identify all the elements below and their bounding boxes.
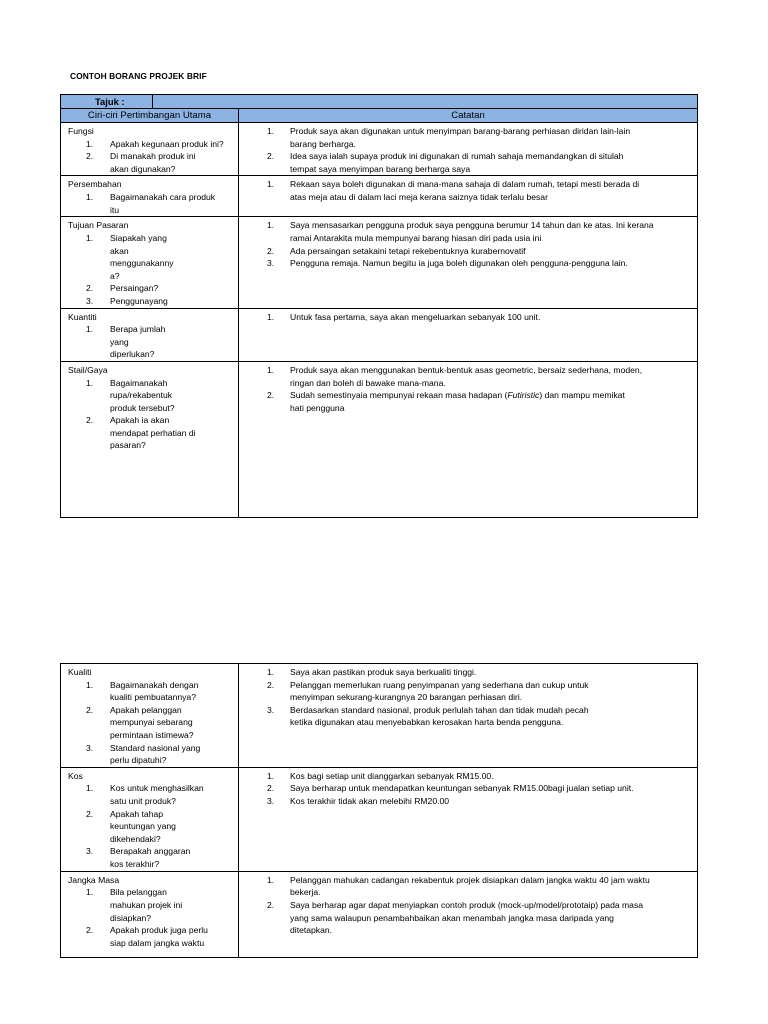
item-text-line: Sudah semestinyaia mempunyai rekaan masa hadapan (Futiristic) dan mampu memikat xyxy=(290,390,625,401)
item-text-line: bekerja. xyxy=(290,887,321,898)
criteria-label: Jangka Masa xyxy=(68,874,120,885)
item-text-line: Ada persaingan setakaini tetapi rekebentuknya kurabernovatif xyxy=(290,245,526,256)
item-text-line: ringan dan boleh di bawake mana-mana. xyxy=(290,377,446,388)
item-text-line: Apakah ia akan xyxy=(110,415,170,426)
notes-list-item xyxy=(245,679,693,704)
item-text-line: diperlukan? xyxy=(110,349,155,360)
criteria-cell xyxy=(61,361,239,517)
item-text-line: disiapkan? xyxy=(110,912,152,923)
notes-list-item xyxy=(245,770,693,783)
criteria-cell xyxy=(61,308,239,361)
item-text-line: Penggunayang xyxy=(110,295,168,306)
item-text-line: siap dalam jangka waktu xyxy=(110,937,205,948)
criteria-cell xyxy=(61,217,239,308)
item-text-line: Berdasarkan standard nasional, produk perlulah tahan dan tidak mudah pecah xyxy=(290,704,589,715)
criteria-cell xyxy=(61,664,239,768)
item-number: 3. xyxy=(267,704,275,715)
criteria-row xyxy=(61,871,698,957)
notes-list-item xyxy=(245,795,693,808)
item-number: 3. xyxy=(86,846,94,857)
item-text-line: Berapakah anggaran xyxy=(110,846,191,857)
item-text-line: Kos untuk menghasilkan xyxy=(110,783,204,794)
criteria-cell xyxy=(61,767,239,871)
item-text-line: keuntungan yang xyxy=(110,821,176,832)
item-number: 1. xyxy=(86,887,94,898)
tajuk-row xyxy=(61,95,698,109)
item-text-line: Kos bagi setiap unit dianggarkan sebanyak RM15.00. xyxy=(290,770,494,781)
item-text-line: akan digunakan? xyxy=(110,163,176,174)
item-number: 2. xyxy=(267,899,275,910)
item-text-line: akan xyxy=(110,245,129,256)
item-number: 1. xyxy=(86,783,94,794)
questions-list xyxy=(68,782,234,870)
questions-list-item xyxy=(68,191,234,216)
notes-list-item xyxy=(245,150,693,175)
item-text-line: mempunyai sebarang xyxy=(110,717,193,728)
item-text-line: Apakah produk juga perlu xyxy=(110,925,208,936)
item-text-line: Saya mensasarkan pengguna produk saya pengguna berumur 14 tahun dan ke atas. Ini kerana xyxy=(290,220,654,231)
questions-list-item xyxy=(68,808,234,846)
questions-list xyxy=(68,323,234,361)
item-text-line: Saya akan pastikan produk saya berkualiti tinggi. xyxy=(290,667,477,677)
notes-list xyxy=(245,770,693,808)
notes-list xyxy=(245,666,693,729)
item-text-line: kualiti pembuatannya? xyxy=(110,692,196,703)
item-text-line: mahukan projek ini xyxy=(110,899,183,910)
questions-list-item xyxy=(68,782,234,807)
questions-list-item xyxy=(68,232,234,282)
criteria-row xyxy=(61,176,698,217)
questions-list-item xyxy=(68,845,234,870)
item-text-line: ketika digunakan atau menyebabkan kerosakan harta benda pengguna. xyxy=(290,717,564,728)
item-number: 1. xyxy=(267,667,275,677)
item-text-line: Apakah kegunaan produk ini? xyxy=(110,138,224,149)
notes-list-item xyxy=(245,704,693,729)
notes-list xyxy=(245,125,693,175)
questions-list-item xyxy=(68,742,234,767)
item-text-line: Standard nasional yang xyxy=(110,742,201,753)
criteria-row xyxy=(61,308,698,361)
item-number: 2. xyxy=(267,245,275,256)
item-text-line: pasaran? xyxy=(110,440,146,451)
notes-cell xyxy=(239,308,698,361)
brief-table-2 xyxy=(60,663,698,958)
questions-list-item xyxy=(68,295,234,308)
item-text-line: kos terakhir? xyxy=(110,858,160,869)
item-number: 1. xyxy=(267,770,275,781)
item-number: 1. xyxy=(86,191,94,202)
item-text-line: Saya berharap untuk mendapatkan keuntungan sebanyak RM15.00bagi jualan setiap unit. xyxy=(290,783,634,794)
notes-list xyxy=(245,178,693,203)
item-text-line: permintaan istimewa? xyxy=(110,729,194,740)
column-header-notes: Catatan xyxy=(239,109,698,123)
item-number: 3. xyxy=(86,295,94,306)
notes-list-item xyxy=(245,257,693,270)
item-text-line: Saya berharap agar dapat menyiapkan contoh produk (mock-up/model/prototaip) pada masa xyxy=(290,899,644,910)
item-text-line: mendapat perhatian di xyxy=(110,427,196,438)
item-text-line: Produk saya akan digunakan untuk menyimpan barang-barang perhiasan diridan lain-lain xyxy=(290,126,631,136)
item-text-line: a? xyxy=(110,270,120,281)
questions-list-item xyxy=(68,150,234,175)
questions-list-item xyxy=(68,323,234,361)
criteria-label: Persembahan xyxy=(68,179,122,190)
item-number: 2. xyxy=(267,390,275,401)
notes-list-item xyxy=(245,899,693,937)
item-text-line: itu xyxy=(110,204,120,215)
item-text-line: Bagaimanakah xyxy=(110,377,168,388)
item-text-line: menggunakanny xyxy=(110,258,174,269)
tajuk-label: Tajuk : xyxy=(95,96,125,107)
criteria-row xyxy=(61,217,698,308)
item-text-line: tempat saya menyimpan barang berharga saya xyxy=(290,163,471,174)
item-number: 1. xyxy=(267,364,275,375)
notes-cell xyxy=(239,176,698,217)
notes-cell xyxy=(239,123,698,176)
notes-list-item xyxy=(245,178,693,203)
item-text-line: Siapakah yang xyxy=(110,232,167,243)
item-text-line: hati pengguna xyxy=(290,402,345,413)
item-number: 2. xyxy=(86,151,94,162)
questions-list-item xyxy=(68,377,234,415)
criteria-label: Fungsi xyxy=(68,126,94,136)
item-number: 2. xyxy=(86,925,94,936)
item-text-line: Kos terakhir tidak akan melebihi RM20.00 xyxy=(290,795,450,806)
questions-list-item xyxy=(68,138,234,151)
questions-list xyxy=(68,886,234,949)
criteria-label: Kualiti xyxy=(68,667,92,677)
criteria-cell xyxy=(61,123,239,176)
notes-list-item xyxy=(245,782,693,795)
questions-list xyxy=(68,232,234,308)
notes-list-item xyxy=(245,245,693,258)
criteria-cell xyxy=(61,871,239,957)
item-text-line: barang berharga. xyxy=(290,138,356,149)
item-number: 1. xyxy=(267,126,275,136)
item-number: 1. xyxy=(86,232,94,243)
notes-cell xyxy=(239,664,698,768)
item-number: 2. xyxy=(86,283,94,294)
item-number: 2. xyxy=(267,679,275,690)
item-text-line: Apakah tahap xyxy=(110,808,164,819)
item-text-line: Bagaimanakah cara produk xyxy=(110,191,216,202)
criteria-label: Tujuan Pasaran xyxy=(68,220,129,231)
item-text-line: Bila pelanggan xyxy=(110,887,167,898)
item-number: 3. xyxy=(267,795,275,806)
notes-cell xyxy=(239,361,698,517)
questions-list xyxy=(68,377,234,453)
item-number: 2. xyxy=(86,415,94,426)
questions-list-item xyxy=(68,704,234,742)
item-number: 1. xyxy=(267,874,275,885)
item-text-line: ditetapkan. xyxy=(290,925,333,936)
notes-cell xyxy=(239,871,698,957)
item-text-line: Pengguna remaja. Namun begitu ia juga boleh digunakan oleh pengguna-pengguna lain. xyxy=(290,258,628,269)
item-text-line: ramai Antarakita mula mempunyai barang hiasan diri pada usia ini xyxy=(290,232,542,243)
item-text-line: menyimpan sekurang-kurangnya 20 barangan perhiasan diri. xyxy=(290,692,523,703)
questions-list xyxy=(68,138,234,176)
criteria-row xyxy=(61,361,698,517)
item-number: 1. xyxy=(86,138,94,149)
item-number: 3. xyxy=(86,742,94,753)
column-header-criteria: Ciri-ciri Pertimbangan Utama xyxy=(61,109,239,123)
item-number: 1. xyxy=(86,324,94,335)
item-number: 1. xyxy=(267,311,275,322)
item-text-line: yang sama walaupun penambahbaikan akan menambah jangka masa daripada yang xyxy=(290,912,614,923)
item-text-line: atas meja atau di dalam laci meja kerana saiznya tidak terlalu besar xyxy=(290,191,548,202)
notes-list xyxy=(245,364,693,414)
item-text-line: Apakah pelanggan xyxy=(110,704,182,715)
item-number: 1. xyxy=(267,220,275,231)
notes-list-item xyxy=(245,666,693,679)
item-text-line: Bagaimanakah dengan xyxy=(110,679,199,690)
column-header-row xyxy=(61,109,698,123)
questions-list xyxy=(68,679,234,767)
questions-list-item xyxy=(68,924,234,949)
notes-list-item xyxy=(245,125,693,150)
notes-list-item xyxy=(245,874,693,899)
criteria-label: Kos xyxy=(68,770,83,781)
item-text-line: dikehendaki? xyxy=(110,833,161,844)
item-number: 2. xyxy=(86,704,94,715)
item-text-line: Produk saya akan menggunakan bentuk-bentuk asas geometric, bersaiz sederhana, moden, xyxy=(290,364,643,375)
questions-list-item xyxy=(68,886,234,924)
notes-list-item xyxy=(245,364,693,389)
questions-list-item xyxy=(68,414,234,452)
questions-list xyxy=(68,191,234,216)
notes-list xyxy=(245,219,693,269)
item-text-line: yang xyxy=(110,336,129,347)
tajuk-field-divider xyxy=(152,94,153,108)
notes-cell xyxy=(239,767,698,871)
item-text-line: Berapa jumlah xyxy=(110,324,166,335)
notes-list-item xyxy=(245,389,693,414)
notes-list-item xyxy=(245,311,693,324)
criteria-label: Stail/Gaya xyxy=(68,364,108,375)
item-text-line: Persaingan? xyxy=(110,283,159,294)
criteria-label: Kuantiti xyxy=(68,311,97,322)
item-text-line: produk tersebut? xyxy=(110,402,175,413)
item-text-line: Idea saya ialah supaya produk ini digunakan di rumah sahaja memandangkan di situlah xyxy=(290,151,624,162)
document-title: CONTOH BORANG PROJEK BRIF xyxy=(70,71,207,81)
criteria-row xyxy=(61,767,698,871)
item-text-line: Di manakah produk ini xyxy=(110,151,196,162)
item-number: 2. xyxy=(267,783,275,794)
item-number: 2. xyxy=(86,808,94,819)
item-text-line: rupa/rekabentuk xyxy=(110,390,173,401)
item-number: 3. xyxy=(267,258,275,269)
item-text-line: satu unit produk? xyxy=(110,795,176,806)
notes-list xyxy=(245,874,693,937)
notes-list-item xyxy=(245,219,693,244)
criteria-row xyxy=(61,123,698,176)
item-text-line: Pelanggan mahukan cadangan rekabentuk projek disiapkan dalam jangka waktu 40 jam waktu xyxy=(290,874,650,885)
item-number: 1. xyxy=(86,679,94,690)
questions-list-item xyxy=(68,679,234,704)
tajuk-cell xyxy=(61,95,698,109)
item-text-line: Pelanggan memerlukan ruang penyimpanan yang sederhana dan cukup untuk xyxy=(290,679,589,690)
item-text-line: Untuk fasa pertama, saya akan mengeluarkan sebanyak 100 unit. xyxy=(290,311,541,322)
criteria-cell xyxy=(61,176,239,217)
item-number: 2. xyxy=(267,151,275,162)
item-text-line: perlu dipatuhi? xyxy=(110,755,167,766)
notes-cell xyxy=(239,217,698,308)
criteria-row xyxy=(61,664,698,768)
item-number: 1. xyxy=(86,377,94,388)
questions-list-item xyxy=(68,282,234,295)
item-text-line: Rekaan saya boleh digunakan di mana-mana sahaja di dalam rumah, tetapi mesti berada di xyxy=(290,179,640,190)
brief-table-1 xyxy=(60,94,698,518)
notes-list xyxy=(245,311,693,324)
item-number: 1. xyxy=(267,179,275,190)
